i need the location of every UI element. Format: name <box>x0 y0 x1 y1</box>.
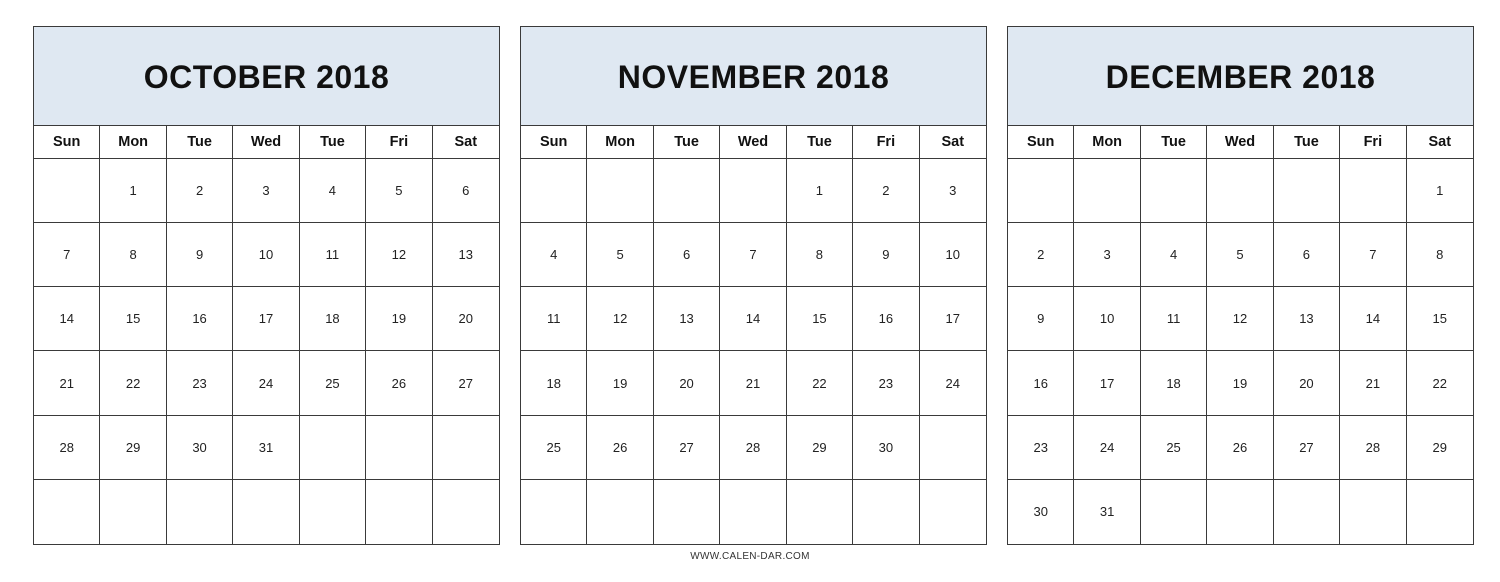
empty-day-cell <box>1274 159 1340 223</box>
empty-day-cell <box>920 416 986 480</box>
day-cell: 6 <box>1274 223 1340 287</box>
weekday-label: Tue <box>300 126 366 158</box>
day-cell: 14 <box>720 287 786 351</box>
weekday-label: Wed <box>233 126 299 158</box>
day-cell: 29 <box>787 416 853 480</box>
day-cell: 12 <box>1207 287 1273 351</box>
empty-day-cell <box>521 480 587 544</box>
empty-day-cell <box>920 480 986 544</box>
day-cell: 3 <box>920 159 986 223</box>
empty-day-cell <box>521 159 587 223</box>
day-grid <box>521 159 986 544</box>
weekday-label: Sun <box>521 126 587 158</box>
weekday-header-row <box>1008 126 1473 159</box>
day-cell: 16 <box>167 287 233 351</box>
day-cell: 27 <box>654 416 720 480</box>
day-cell: 2 <box>1008 223 1074 287</box>
weekday-label: Fri <box>1340 126 1406 158</box>
month-title: OCTOBER 2018 <box>34 27 499 126</box>
weekday-label: Wed <box>720 126 786 158</box>
empty-day-cell <box>1207 159 1273 223</box>
weekday-label: Sat <box>1428 134 1452 150</box>
day-cell: 20 <box>1274 351 1340 415</box>
day-cell: 21 <box>34 351 100 415</box>
day-cell: 18 <box>521 351 587 415</box>
empty-day-cell <box>1407 480 1473 544</box>
day-cell: 24 <box>1074 416 1140 480</box>
empty-day-cell <box>787 480 853 544</box>
day-cell: 11 <box>1141 287 1207 351</box>
day-cell: 22 <box>787 351 853 415</box>
day-cell: 13 <box>1274 287 1340 351</box>
day-cell: 9 <box>853 223 919 287</box>
weekday-label: Sat <box>941 134 965 150</box>
weekday-label: Tue <box>1141 126 1207 158</box>
day-cell: 21 <box>720 351 786 415</box>
weekday-label: Fri <box>853 126 919 158</box>
empty-day-cell <box>233 480 299 544</box>
day-cell: 15 <box>100 287 166 351</box>
day-cell: 7 <box>1340 223 1406 287</box>
day-cell: 2 <box>167 159 233 223</box>
day-cell: 15 <box>1407 287 1473 351</box>
weekday-label: Mon <box>100 126 166 158</box>
empty-day-cell <box>1141 480 1207 544</box>
day-cell: 11 <box>300 223 366 287</box>
day-cell: 12 <box>587 287 653 351</box>
day-cell: 29 <box>1407 416 1473 480</box>
empty-day-cell <box>587 159 653 223</box>
weekday-label: Tue <box>1274 126 1340 158</box>
day-cell: 20 <box>654 351 720 415</box>
empty-day-cell <box>654 159 720 223</box>
day-cell: 3 <box>1074 223 1140 287</box>
month-title: NOVEMBER 2018 <box>521 27 986 126</box>
day-cell: 17 <box>920 287 986 351</box>
day-cell: 5 <box>587 223 653 287</box>
day-cell: 23 <box>853 351 919 415</box>
day-cell: 22 <box>100 351 166 415</box>
day-cell: 28 <box>34 416 100 480</box>
day-cell: 10 <box>233 223 299 287</box>
day-cell: 8 <box>100 223 166 287</box>
day-cell: 19 <box>366 287 432 351</box>
day-cell: 23 <box>167 351 233 415</box>
day-cell: 18 <box>300 287 366 351</box>
empty-day-cell <box>366 480 432 544</box>
day-cell: 9 <box>1008 287 1074 351</box>
day-cell: 17 <box>233 287 299 351</box>
day-cell: 19 <box>1207 351 1273 415</box>
weekday-label: Tue <box>167 126 233 158</box>
weekday-label: Sun <box>34 126 100 158</box>
website-footer: WWW.CALEN-DAR.COM <box>690 551 810 562</box>
empty-day-cell <box>853 480 919 544</box>
empty-day-cell <box>1008 159 1074 223</box>
calendar-sheet <box>33 26 1475 546</box>
empty-day-cell <box>1207 480 1273 544</box>
day-cell: 28 <box>720 416 786 480</box>
day-cell: 21 <box>1340 351 1406 415</box>
empty-day-cell <box>720 480 786 544</box>
day-cell: 8 <box>787 223 853 287</box>
empty-day-cell <box>34 480 100 544</box>
day-cell: 4 <box>521 223 587 287</box>
day-cell: 7 <box>720 223 786 287</box>
day-cell: 12 <box>366 223 432 287</box>
day-cell: 29 <box>100 416 166 480</box>
weekday-label: Tue <box>787 126 853 158</box>
weekday-header-row <box>521 126 986 159</box>
day-cell: 10 <box>920 223 986 287</box>
day-cell: 1 <box>100 159 166 223</box>
empty-day-cell <box>100 480 166 544</box>
day-cell: 4 <box>300 159 366 223</box>
day-cell: 1 <box>1407 159 1473 223</box>
day-cell: 15 <box>787 287 853 351</box>
day-grid <box>34 159 499 544</box>
weekday-label: Fri <box>366 126 432 158</box>
day-cell: 23 <box>1008 416 1074 480</box>
day-cell: 24 <box>920 351 986 415</box>
empty-day-cell <box>1274 480 1340 544</box>
empty-day-cell <box>587 480 653 544</box>
day-cell: 26 <box>366 351 432 415</box>
day-cell: 25 <box>521 416 587 480</box>
day-cell: 17 <box>1074 351 1140 415</box>
day-cell: 27 <box>1274 416 1340 480</box>
day-cell: 6 <box>433 159 499 223</box>
day-cell: 25 <box>300 351 366 415</box>
empty-day-cell <box>167 480 233 544</box>
day-cell: 26 <box>587 416 653 480</box>
day-cell: 19 <box>587 351 653 415</box>
day-cell: 2 <box>853 159 919 223</box>
empty-day-cell <box>300 480 366 544</box>
weekday-label: Mon <box>587 126 653 158</box>
day-cell: 5 <box>1207 223 1273 287</box>
day-cell: 20 <box>433 287 499 351</box>
day-cell: 13 <box>433 223 499 287</box>
empty-day-cell <box>366 416 432 480</box>
month-november <box>520 26 987 545</box>
day-cell: 18 <box>1141 351 1207 415</box>
day-cell: 8 <box>1407 223 1473 287</box>
month-december <box>1007 26 1474 545</box>
day-cell: 1 <box>787 159 853 223</box>
day-cell: 31 <box>233 416 299 480</box>
empty-day-cell <box>720 159 786 223</box>
day-cell: 9 <box>167 223 233 287</box>
weekday-label: Mon <box>1074 126 1140 158</box>
empty-day-cell <box>433 480 499 544</box>
day-cell: 26 <box>1207 416 1273 480</box>
day-cell: 30 <box>1008 480 1074 544</box>
empty-day-cell <box>433 416 499 480</box>
empty-day-cell <box>654 480 720 544</box>
day-cell: 31 <box>1074 480 1140 544</box>
day-cell: 7 <box>34 223 100 287</box>
day-cell: 13 <box>654 287 720 351</box>
weekday-label: Tue <box>654 126 720 158</box>
day-cell: 25 <box>1141 416 1207 480</box>
day-cell: 30 <box>853 416 919 480</box>
day-cell: 10 <box>1074 287 1140 351</box>
weekday-label: Sat <box>454 134 478 150</box>
empty-day-cell <box>1141 159 1207 223</box>
day-cell: 30 <box>167 416 233 480</box>
empty-day-cell <box>1074 159 1140 223</box>
day-cell: 22 <box>1407 351 1473 415</box>
day-cell: 16 <box>853 287 919 351</box>
empty-day-cell <box>34 159 100 223</box>
empty-day-cell <box>300 416 366 480</box>
day-cell: 16 <box>1008 351 1074 415</box>
weekday-label: Sun <box>1008 126 1074 158</box>
day-grid <box>1008 159 1473 544</box>
month-title: DECEMBER 2018 <box>1008 27 1473 126</box>
day-cell: 5 <box>366 159 432 223</box>
weekday-label: Wed <box>1207 126 1273 158</box>
month-october <box>33 26 500 545</box>
day-cell: 14 <box>1340 287 1406 351</box>
day-cell: 4 <box>1141 223 1207 287</box>
day-cell: 6 <box>654 223 720 287</box>
weekday-header-row <box>34 126 499 159</box>
day-cell: 3 <box>233 159 299 223</box>
empty-day-cell <box>1340 159 1406 223</box>
day-cell: 11 <box>521 287 587 351</box>
day-cell: 24 <box>233 351 299 415</box>
day-cell: 14 <box>34 287 100 351</box>
day-cell: 28 <box>1340 416 1406 480</box>
day-cell: 27 <box>433 351 499 415</box>
empty-day-cell <box>1340 480 1406 544</box>
